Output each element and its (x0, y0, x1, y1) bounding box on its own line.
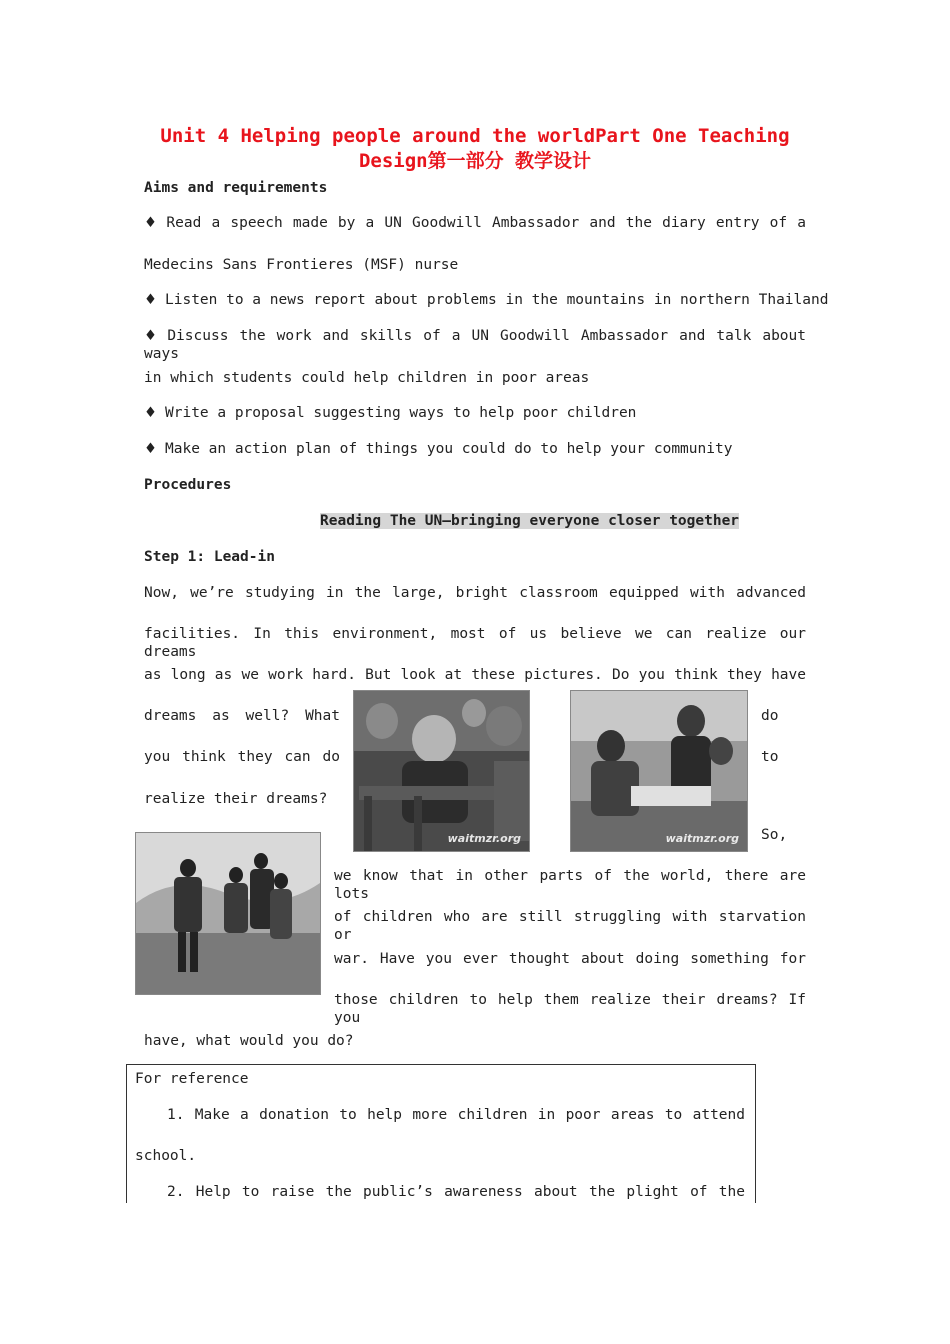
watermark: waitmzr.org (665, 832, 739, 845)
leadin-line-11: those children to help them realize their dreams? If you (334, 992, 806, 1026)
aim-1-line-2: Medecins Sans Frontieres (MSF) nurse (144, 257, 459, 273)
leadin-line-2: facilities. In this environment, most of us believe we can realize our dreams (144, 626, 806, 660)
bullet-icon: ♦ (144, 441, 157, 457)
photo-children-field (135, 832, 321, 995)
leadin-line-1: Now, we’re studying in the large, bright classroom equipped with advanced (144, 585, 806, 601)
reference-item-1-line-1: 1. Make a donation to help more children in poor areas to attend (167, 1107, 745, 1123)
step1-heading: Step 1: Lead-in (144, 549, 275, 565)
aim-5: ♦ Make an action plan of things you could do to help your community (144, 441, 733, 457)
leadin-line-12: have, what would you do? (144, 1033, 354, 1049)
leadin-line-9: of children who are still struggling with starvation or (334, 909, 806, 943)
leadin-line-4b: do (761, 708, 779, 724)
leadin-line-3: as long as we work hard. But look at these pictures. Do you think they have (144, 667, 806, 683)
page-title: Unit 4 Helping people around the worldPart One Teaching Design第一部分 教学设计 (160, 125, 790, 172)
leadin-line-5a: you think they can do (144, 749, 340, 765)
reference-item-2-line-1: 2. Help to raise the public’s awareness about the plight of the (167, 1184, 745, 1200)
reference-box (126, 1064, 756, 1203)
leadin-line-7: So, (761, 827, 788, 843)
bullet-icon: ♦ (144, 292, 157, 308)
photo-children-writing (570, 690, 748, 852)
leadin-line-6: realize their dreams? (144, 791, 328, 807)
procedures-heading: Procedures (144, 477, 232, 493)
photo-classroom-children (353, 690, 530, 852)
aim-1-line-1: ♦ Read a speech made by a UN Goodwill Ambassador and the diary entry of a (144, 215, 807, 231)
bullet-icon: ♦ (144, 328, 160, 344)
aim-4: ♦ Write a proposal suggesting ways to help poor children (144, 405, 637, 421)
leadin-line-4a: dreams as well? What (144, 708, 340, 724)
reference-item-1-line-2: school. (135, 1148, 197, 1164)
leadin-line-10: war. Have you ever thought about doing something for (334, 951, 806, 967)
bullet-icon: ♦ (144, 215, 159, 231)
leadin-line-8: we know that in other parts of the world, there are lots (334, 868, 806, 902)
aim-3-line-1: ♦ Discuss the work and skills of a UN Goodwill Ambassador and talk about ways (144, 328, 806, 362)
bullet-icon: ♦ (144, 405, 157, 421)
reading-heading: Reading The UN—bringing everyone closer together (320, 513, 740, 529)
aim-3-line-2: in which students could help children in poor areas (144, 370, 590, 386)
reference-heading: For reference (135, 1071, 249, 1087)
watermark: waitmzr.org (447, 832, 521, 845)
aims-heading: Aims and requirements (144, 180, 328, 196)
leadin-line-5b: to (761, 749, 779, 765)
aim-2: ♦ Listen to a news report about problems in the mountains in northern Thailand (144, 292, 829, 308)
